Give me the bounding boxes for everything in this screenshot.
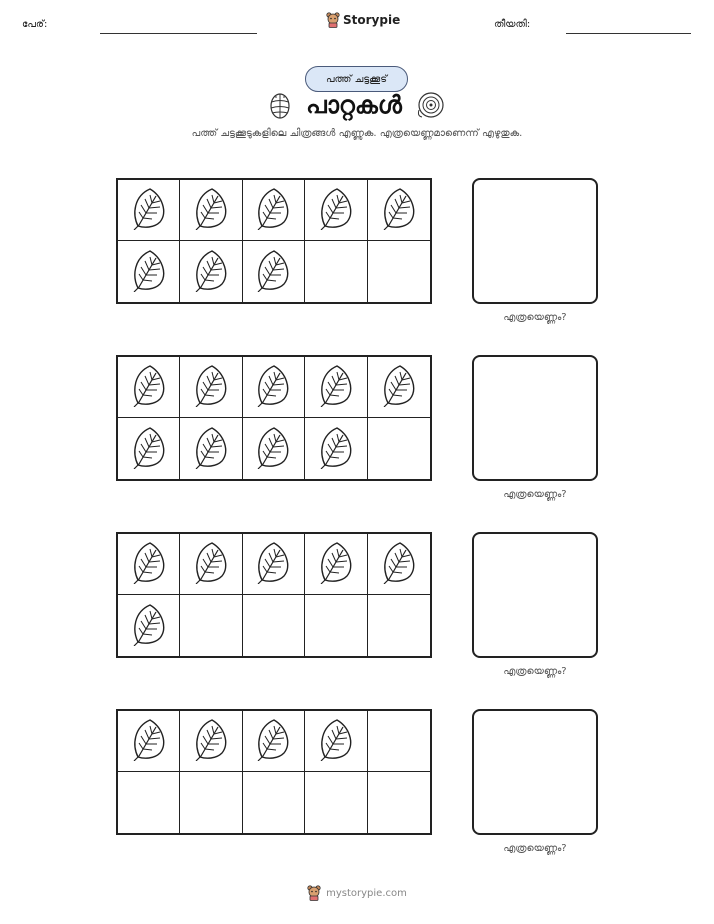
frame-cell (118, 595, 180, 656)
brand-name: Storypie (343, 13, 401, 27)
frame-cell (118, 772, 180, 833)
answer-box[interactable] (472, 355, 598, 481)
frame-cell (305, 595, 367, 656)
frame-cell (243, 595, 305, 656)
frame-cell (243, 241, 305, 302)
instruction-text: പത്ത് ചട്ടക്കൂടുകളിലെ ചിത്രങ്ങൾ എണ്ണുക. എത്രയെണ്ണമാണെന്ന് എഴുതുക. (191, 128, 523, 139)
frame-cell (243, 711, 305, 772)
answer-box[interactable] (472, 532, 598, 658)
leaf-icon (254, 186, 292, 234)
frame-cell (368, 241, 430, 302)
leaf-icon (130, 186, 168, 234)
frame-cell (305, 534, 367, 595)
leaf-icon (130, 717, 168, 765)
frame-cell (180, 241, 242, 302)
brand (326, 12, 400, 28)
date-label: തീയതി: (494, 19, 531, 30)
ten-frame (116, 355, 432, 481)
frame-cell (118, 534, 180, 595)
name-label: പേര്: (22, 19, 48, 30)
leaf-icon (380, 540, 418, 588)
frame-cell (368, 357, 430, 418)
leaf-icon (254, 540, 292, 588)
count-prompt: എത്രയെണ്ണം? (503, 843, 567, 854)
answer-box[interactable] (472, 709, 598, 835)
title-row (0, 90, 714, 120)
frame-cell (180, 595, 242, 656)
leaf-icon (254, 363, 292, 411)
leaf-icon (254, 717, 292, 765)
frame-cell (118, 711, 180, 772)
frame-cell (368, 595, 430, 656)
frame-cell (180, 180, 242, 241)
leaf-icon (192, 186, 230, 234)
frame-cell (180, 772, 242, 833)
leaf-icon (317, 540, 355, 588)
leaf-icon (130, 540, 168, 588)
leaf-icon (380, 363, 418, 411)
frame-cell (118, 180, 180, 241)
frame-cell (368, 534, 430, 595)
date-line (566, 33, 691, 34)
frame-cell (180, 534, 242, 595)
frame-cell (305, 418, 367, 479)
snail-icon (416, 90, 446, 120)
leaf-icon (130, 248, 168, 296)
leaf-icon (130, 425, 168, 473)
leaf-icon (192, 248, 230, 296)
leaf-icon (192, 717, 230, 765)
frame-cell (243, 772, 305, 833)
frame-cell (368, 418, 430, 479)
page-title: പാറ്റകൾ (306, 91, 402, 119)
frame-cell (118, 418, 180, 479)
worksheet-tag: പത്ത് ചട്ടക്കൂട് (305, 66, 408, 92)
leaf-icon (254, 425, 292, 473)
leaf-icon (317, 186, 355, 234)
leaf-icon (192, 540, 230, 588)
frame-cell (243, 357, 305, 418)
ten-frame (116, 178, 432, 304)
frame-cell (305, 180, 367, 241)
frame-cell (305, 241, 367, 302)
count-prompt: എത്രയെണ്ണം? (503, 666, 567, 677)
frame-cell (305, 772, 367, 833)
footer-site: mystorypie.com (326, 887, 407, 899)
leaf-icon (254, 248, 292, 296)
leaf-icon (317, 425, 355, 473)
leaf-icon (317, 717, 355, 765)
leaf-icon (192, 363, 230, 411)
leaf-icon (317, 363, 355, 411)
frame-cell (180, 418, 242, 479)
frame-cell (118, 357, 180, 418)
count-prompt: എത്രയെണ്ണം? (503, 489, 567, 500)
bear-logo-icon (307, 885, 321, 901)
leaf-icon (192, 425, 230, 473)
answer-box[interactable] (472, 178, 598, 304)
leaf-icon (130, 602, 168, 650)
frame-cell (180, 357, 242, 418)
beetle-icon (268, 90, 292, 120)
frame-cell (243, 418, 305, 479)
ten-frame (116, 532, 432, 658)
count-prompt: എത്രയെണ്ണം? (503, 312, 567, 323)
frame-cell (368, 711, 430, 772)
frame-cell (118, 241, 180, 302)
leaf-icon (130, 363, 168, 411)
name-line (100, 33, 257, 34)
frame-cell (305, 357, 367, 418)
frame-cell (243, 534, 305, 595)
bear-logo-icon (326, 12, 340, 28)
frame-cell (180, 711, 242, 772)
frame-cell (305, 711, 367, 772)
ten-frame (116, 709, 432, 835)
leaf-icon (380, 186, 418, 234)
frame-cell (368, 180, 430, 241)
frame-cell (368, 772, 430, 833)
footer (0, 885, 714, 901)
frame-cell (243, 180, 305, 241)
